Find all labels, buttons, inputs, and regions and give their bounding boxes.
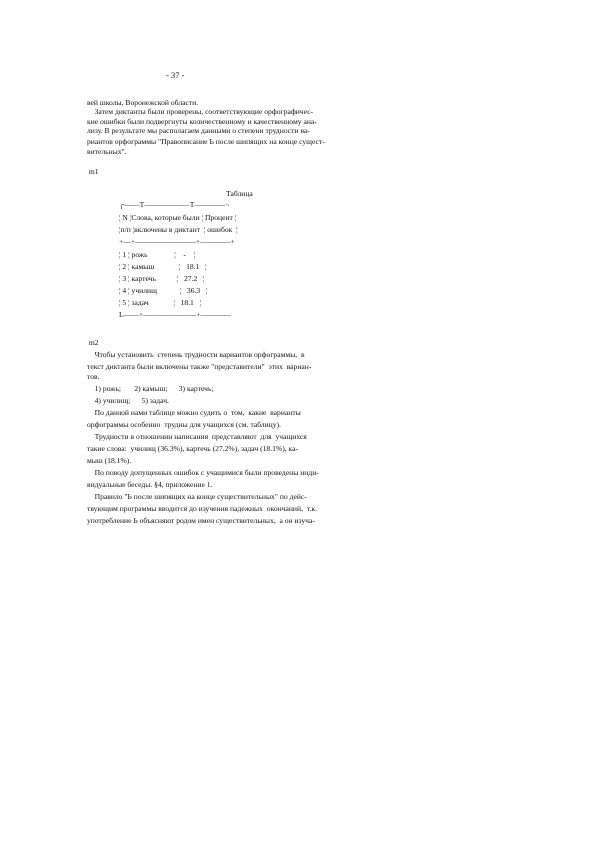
table-title: Таблица <box>226 189 253 198</box>
text-line: вей школы, Воронежской области. <box>87 98 199 107</box>
text-line: мыш (18.1%). <box>87 456 132 465</box>
table-row: ¦ 5 ¦ задач ¦ 18.1 ¦ <box>119 298 202 307</box>
table-row: ¦ 2 ¦ камыш ¦ 18.1 ¦ <box>119 262 207 271</box>
list-line: 1) рожь; 2) камыш; 3) картечь; <box>87 384 214 393</box>
text-line: Затем диктанты были проверены, соответствующие орфографичес- <box>87 107 314 116</box>
text-line: Трудности в отношении написания представляют для учащихся <box>87 432 307 441</box>
text-line: Правило "Ь после шипящих на конце существительных" по дейс- <box>87 492 307 501</box>
table-border-top: ┌——T——————T————¬ <box>119 200 230 209</box>
table-header-row: ¦ N ¦Слова, которые были ¦ Процент ¦ <box>119 213 237 222</box>
marker-text: m1 <box>87 167 99 176</box>
table-border-mid: +—+————————+————+ <box>119 237 235 246</box>
text-line: вительных". <box>87 147 127 156</box>
text-line: видуальные беседы. §4, приложение 1. <box>87 480 213 489</box>
text-line: тов. <box>87 372 100 381</box>
text-line: риантов орфограммы "Правописание Ь после шипящих на конце сущест- <box>87 137 325 146</box>
text-line: орфограммы особенно трудны для учащихся (см. таблицу). <box>87 420 281 429</box>
page-number: - 37 - <box>166 70 185 80</box>
table-row: ¦ 3 ¦ картечь ¦ 27.2 ¦ <box>119 274 205 283</box>
list-line: 4) училищ; 5) задач. <box>87 396 169 405</box>
text-line: лизу. В результате мы располагаем данными о степени трудности ва- <box>87 126 310 135</box>
text-line: кие ошибки были подвергнуты количественному и качественному ана- <box>87 117 317 126</box>
text-line: По данной нами таблице можно судить о том, какие варианты <box>87 408 301 417</box>
text-line: текст диктанта были включены также "представители" этих вариан- <box>87 362 312 371</box>
table-border-bottom: L——+———————+———— <box>119 310 231 319</box>
marker-text: m2 <box>87 338 99 347</box>
table-row: ¦ 4 ¦ училищ ¦ 36.3 ¦ <box>119 286 208 295</box>
table-header-row: ¦п/п ¦включены в диктант ¦ ошибок ¦ <box>119 225 238 234</box>
text-line: употребление Ь объясняют родом имен существительных, а он изуча- <box>87 516 315 525</box>
text-line: такие слова: училищ (36.3%), картечь (27.2%), задач (18.1%), ка- <box>87 444 299 453</box>
text-line: По поводу допущенных ошибок с учащимися были проведены инди- <box>87 468 319 477</box>
table-row: ¦ 1 ¦ рожь ¦ - ¦ <box>119 250 195 259</box>
text-line: Чтобы установить степень трудности вариантов орфограммы, в <box>87 350 305 359</box>
text-line: твующим программы вводится до изучения падежных окончаний, т.к. <box>87 504 317 513</box>
